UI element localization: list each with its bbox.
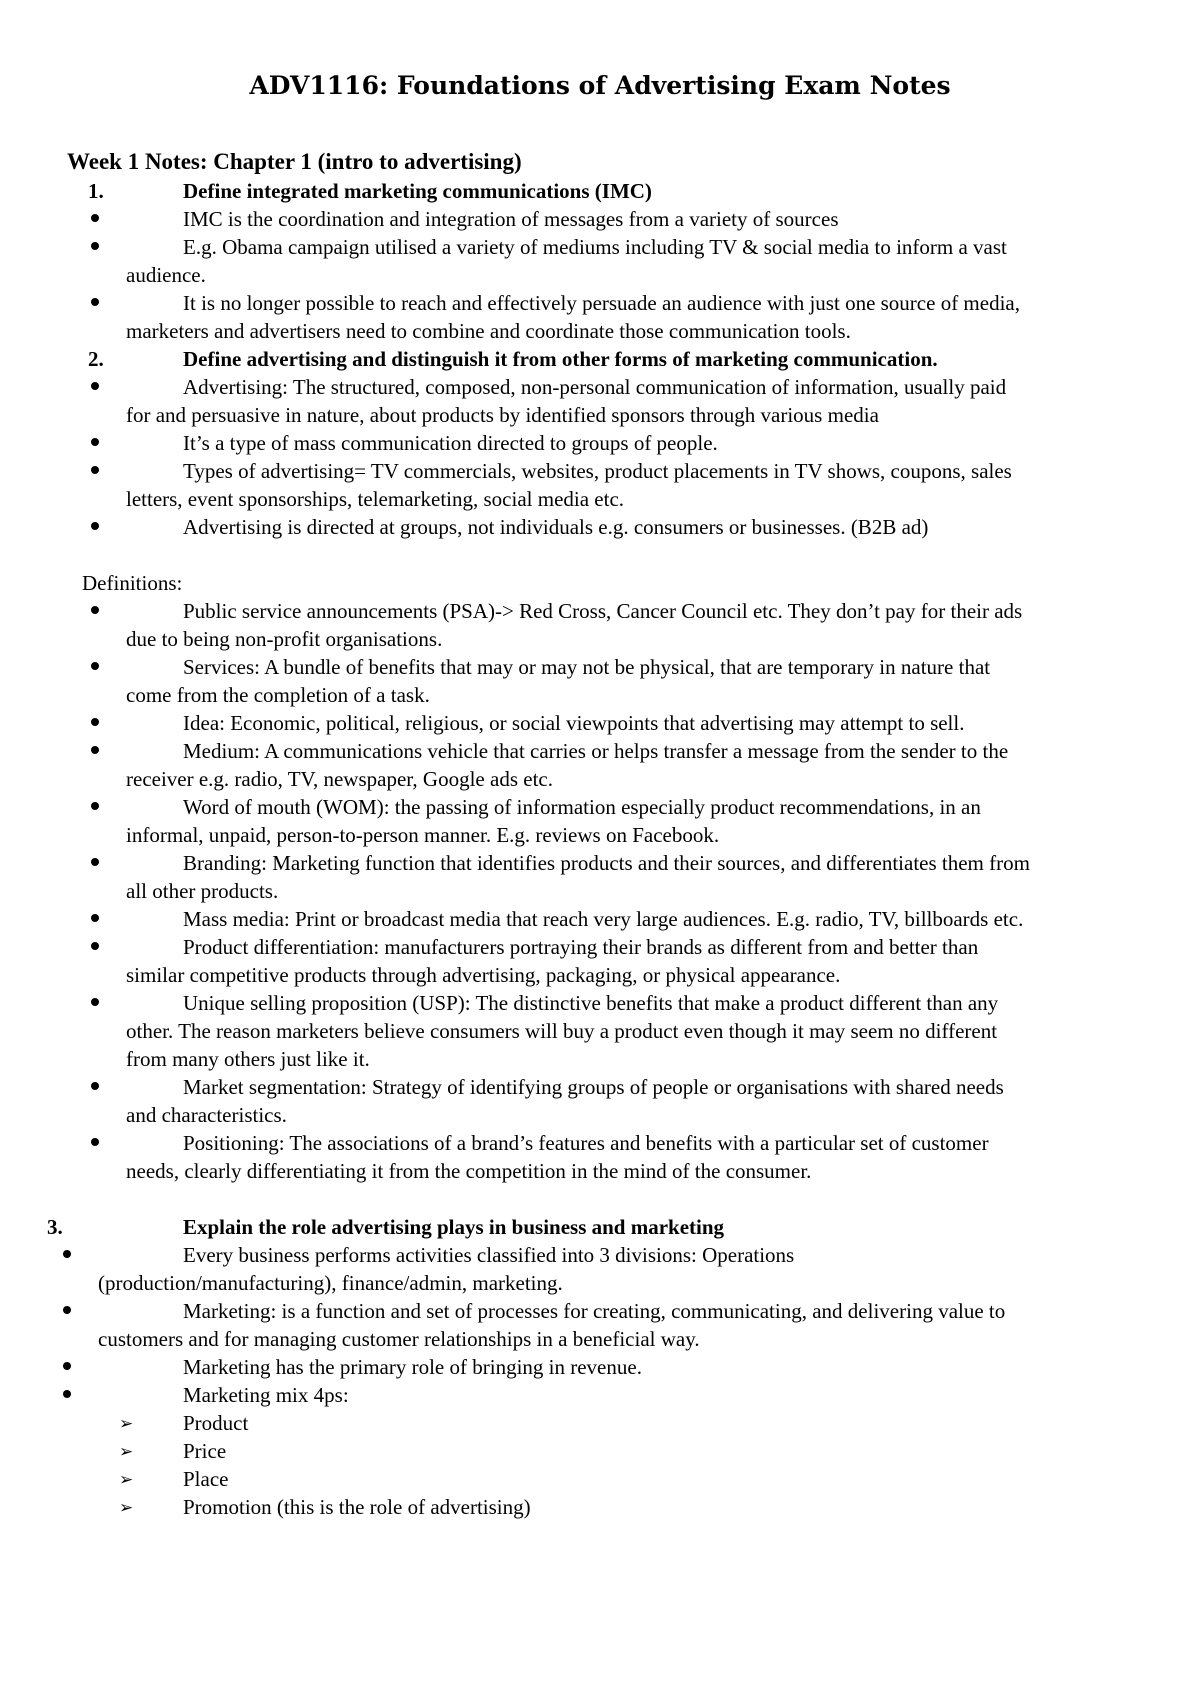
definition-usp-line2: other. The reason marketers believe consumers will buy a product even though it may seem no different <box>126 1019 998 1043</box>
q2-bullet-3-line2: letters, event sponsorships, telemarketing, social media etc. <box>126 487 625 511</box>
definition-product-diff-line2: similar competitive products through advertising, packaging, or physical appearance. <box>126 963 841 987</box>
week-heading: Week 1 Notes: Chapter 1 (intro to advertising) <box>67 149 522 174</box>
marketing-mix-item-2: Price <box>183 1439 227 1463</box>
bullet-icon <box>91 466 99 474</box>
q3-bullet-2-line1: Marketing: is a function and set of processes for creating, communicating, and delivering value to <box>183 1299 1006 1323</box>
bullet-icon <box>91 214 99 222</box>
bullet-icon <box>63 1306 71 1314</box>
bullet-icon <box>91 942 99 950</box>
definition-product-diff-line1: Product differentiation: manufacturers portraying their brands as different from and better than <box>183 935 979 959</box>
q1-bullet-2-line2: audience. <box>126 263 206 287</box>
arrow-bullet-icon: ➢ <box>119 1470 134 1490</box>
bullet-icon <box>91 606 99 614</box>
bullet-icon <box>91 298 99 306</box>
q3-bullet-1-line2: (production/manufacturing), finance/admin, marketing. <box>98 1271 563 1295</box>
q3-number: 3. <box>47 1215 63 1239</box>
arrow-bullet-icon: ➢ <box>119 1498 134 1518</box>
q1-heading: Define integrated marketing communications (IMC) <box>183 179 652 203</box>
arrow-bullet-icon: ➢ <box>119 1414 134 1434</box>
definition-positioning-line1: Positioning: The associations of a brand’s features and benefits with a particular set of customer <box>183 1131 989 1155</box>
q1-bullet-1: IMC is the coordination and integration of messages from a variety of sources <box>183 207 839 231</box>
definition-services-line2: come from the completion of a task. <box>126 683 430 707</box>
bullet-icon <box>91 998 99 1006</box>
arrow-bullet-icon: ➢ <box>119 1442 134 1462</box>
definition-positioning-line2: needs, clearly differentiating it from the competition in the mind of the consumer. <box>126 1159 812 1183</box>
q3-bullet-2-line2: customers and for managing customer relationships in a beneficial way. <box>98 1327 700 1351</box>
bullet-icon <box>63 1250 71 1258</box>
definition-branding-line1: Branding: Marketing function that identifies products and their sources, and differentiates them from <box>183 851 1030 875</box>
bullet-icon <box>91 802 99 810</box>
q2-bullet-2: It’s a type of mass communication directed to groups of people. <box>183 431 718 455</box>
bullet-icon <box>91 1082 99 1090</box>
q2-bullet-1-line2: for and persuasive in nature, about products by identified sponsors through various media <box>126 403 879 427</box>
bullet-icon <box>91 914 99 922</box>
definition-wom-line1: Word of mouth (WOM): the passing of information especially product recommendations, in an <box>183 795 981 819</box>
bullet-icon <box>91 1138 99 1146</box>
q3-bullet-4: Marketing mix 4ps: <box>183 1383 349 1407</box>
marketing-mix-item-3: Place <box>183 1467 229 1491</box>
bullet-icon <box>91 438 99 446</box>
definition-mass-media: Mass media: Print or broadcast media that reach very large audiences. E.g. radio, TV, billboards etc. <box>183 907 1024 931</box>
definition-usp-line3: from many others just like it. <box>126 1047 370 1071</box>
definition-idea: Idea: Economic, political, religious, or social viewpoints that advertising may attempt to sell. <box>183 711 965 735</box>
q2-bullet-1-line1: Advertising: The structured, composed, non-personal communication of information, usually paid <box>183 375 1007 399</box>
q1-number: 1. <box>88 179 104 203</box>
bullet-icon <box>91 718 99 726</box>
page-title: ADV1116: Foundations of Advertising Exam Notes <box>249 71 951 100</box>
q2-bullet-4: Advertising is directed at groups, not individuals e.g. consumers or businesses. (B2B ad) <box>183 515 929 539</box>
marketing-mix-item-4: Promotion (this is the role of advertising) <box>183 1495 531 1519</box>
q3-bullet-3: Marketing has the primary role of bringing in revenue. <box>183 1355 642 1379</box>
definition-wom-line2: informal, unpaid, person-to-person manner. E.g. reviews on Facebook. <box>126 823 720 847</box>
definition-usp-line1: Unique selling proposition (USP): The distinctive benefits that make a product different than any <box>183 991 999 1015</box>
q1-bullet-2-line1: E.g. Obama campaign utilised a variety of mediums including TV & social media to inform a vast <box>183 235 1007 259</box>
bullet-icon <box>91 858 99 866</box>
definition-medium-line2: receiver e.g. radio, TV, newspaper, Google ads etc. <box>126 767 553 791</box>
bullet-icon <box>91 662 99 670</box>
q3-heading: Explain the role advertising plays in business and marketing <box>183 1215 725 1239</box>
bullet-icon <box>91 522 99 530</box>
q2-heading: Define advertising and distinguish it from other forms of marketing communication. <box>183 347 938 371</box>
bullet-icon <box>91 242 99 250</box>
q1-bullet-3-line1: It is no longer possible to reach and effectively persuade an audience with just one source of media, <box>183 291 1020 315</box>
q2-number: 2. <box>88 347 104 371</box>
definition-segmentation-line1: Market segmentation: Strategy of identifying groups of people or organisations with shared needs <box>183 1075 1004 1099</box>
q2-bullet-3-line1: Types of advertising= TV commercials, websites, product placements in TV shows, coupons, sales <box>183 459 1012 483</box>
bullet-icon <box>91 746 99 754</box>
definition-psa-line1: Public service announcements (PSA)-> Red Cross, Cancer Council etc. They don’t pay for their ads <box>183 599 1023 623</box>
definition-branding-line2: all other products. <box>126 879 279 903</box>
bullet-icon <box>91 382 99 390</box>
q3-bullet-1-line1: Every business performs activities classified into 3 divisions: Operations <box>183 1243 795 1267</box>
definition-services-line1: Services: A bundle of benefits that may or may not be physical, that are temporary in nature that <box>183 655 991 679</box>
definition-medium-line1: Medium: A communications vehicle that carries or helps transfer a message from the sender to the <box>183 739 1009 763</box>
definitions-label: Definitions: <box>82 571 183 595</box>
marketing-mix-item-1: Product <box>183 1411 249 1435</box>
bullet-icon <box>63 1390 71 1398</box>
definition-segmentation-line2: and characteristics. <box>126 1103 287 1127</box>
definition-psa-line2: due to being non-profit organisations. <box>126 627 443 651</box>
bullet-icon <box>63 1362 71 1370</box>
q1-bullet-3-line2: marketers and advertisers need to combine and coordinate those communication tools. <box>126 319 851 343</box>
